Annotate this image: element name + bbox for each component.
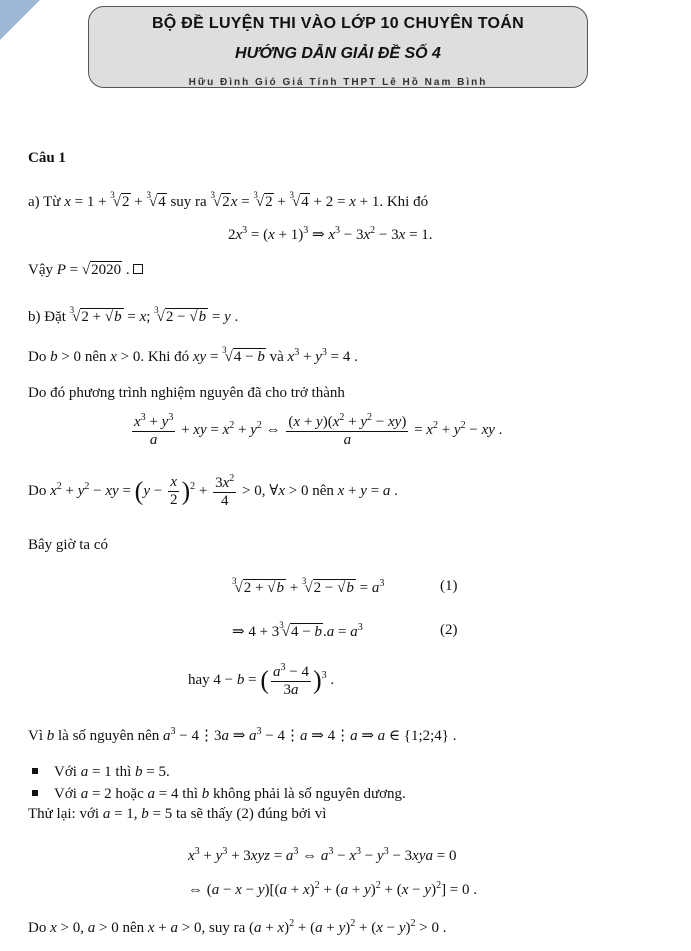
line-check-identity: $x^3 + y^3 + 3xyz = a^3$ ⇔ $a^3 - x^3 - y^3 - 3xya = 0$: [188, 846, 457, 864]
equation-2-label: (2): [440, 622, 458, 638]
page-corner-decoration: [0, 0, 40, 40]
line-a-equation: $2x^3 = (x + 1)^3$ ⇒ $x^3 - 3x^2 - 3x = 1$.: [228, 225, 433, 243]
line-b-divisibility: Vì b là số nguyên nên $a^3$ − 4⋮3a ⇒ $a^3$ − 4⋮a ⇒ 4⋮a ⇒ a ∈ {1;2;4} .: [28, 726, 457, 744]
equation-1-label: (1): [440, 578, 458, 594]
line-b-transform: Do đó phương trình nghiệm nguyên đã cho trở thành: [28, 385, 345, 401]
bullet-icon: [32, 790, 38, 796]
line-b-now: Bây giờ ta có: [28, 537, 108, 553]
header-cut-line: Hữu Đình Gió Giá Tính THPT Lê Hồ Nam Bình: [188, 77, 488, 88]
line-final: Do x > 0, a > 0 nên x + a > 0, suy ra $(a + x)^2 + (a + y)^2 + (x - y)^2 > 0$ .: [28, 918, 447, 936]
bullet-case-2: Với a = 2 hoặc a = 4 thì b không phải là số nguyên dương.: [32, 786, 406, 803]
section-title: Câu 1: [28, 150, 66, 166]
line-b-set: b) Đặt $^3$√2 + √b = x; $^3$√2 − √b = y .: [28, 305, 239, 325]
line-b-inequality: Do $x^2 + y^2$ − xy = (y − $\frac{x}{2}$ )$^2$ + $\frac{3x^2}{4}$ > 0, ∀x > 0 nên x + y = a .: [28, 473, 398, 509]
line-b-hay: hay 4 − b = ( $\frac{a^3 - 4}{3a}$ )$^3$ .: [188, 662, 335, 698]
line-check: Thử lại: với a = 1, b = 5 ta sẽ thấy (2) đúng bởi vì: [28, 806, 327, 822]
line-a-from: a) Từ x = 1 + $^3$√2 + $^3$√4 suy ra $^3$√2x = $^3$√2 + $^3$√4 + 2 = x + 1. Khi đó: [28, 190, 429, 210]
bullet-case-1: Với a = 1 thì b = 5.: [32, 764, 170, 781]
header-box: [88, 6, 588, 88]
equation-1: $^3√2 + √b + ^3√2 - √b = a^3$: [232, 576, 385, 596]
line-b-fraction-equation: $\frac{x^3 + y^3}{a}$ + xy = $x^2 + y^2$ ⇔ $\frac{(x + y)(x^2 + y^2 - xy)}{a}$ = $x^2 + y^2$ − xy .: [134, 412, 503, 448]
line-check-factor: ⇔ $(a - x - y)[(a + x)^2 + (a + y)^2 + (x - y)^2] = 0$ .: [188, 880, 478, 898]
bullet-icon: [32, 768, 38, 774]
header-title: BỘ ĐỀ LUYỆN THI VÀO LỚP 10 CHUYÊN TOÁN: [151, 15, 525, 32]
line-b-positive: Do b > 0 nên x > 0. Khi đó xy = $^3$√4 − b và $x^3 + y^3 = 4$ .: [28, 345, 358, 365]
line-a-conclusion: Vậy P = √2020 .: [28, 262, 143, 279]
header-subtitle: HƯỚNG DẪN GIẢI ĐỀ SỐ 4: [235, 45, 441, 62]
equation-2: ⇒ $4 + 3^3√4 - b.a = a^3$: [232, 620, 363, 640]
qed-box-icon: [133, 264, 143, 274]
